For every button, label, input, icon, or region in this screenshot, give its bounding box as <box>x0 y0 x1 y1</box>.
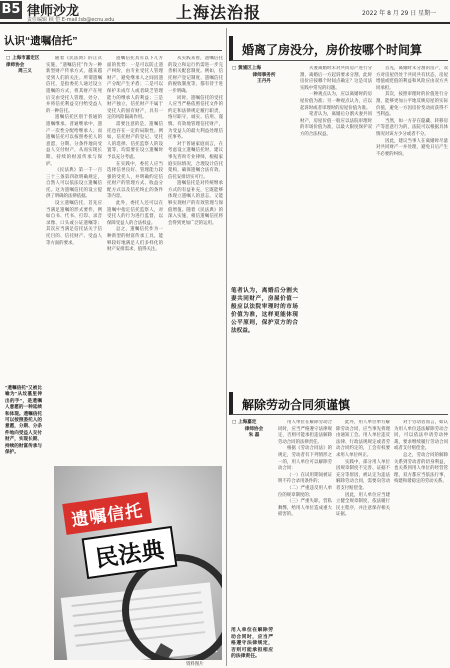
paragraph: 其次，按照审理时的价值进行分割，能够更加公平地反映房屋的实际价值，避免一方因房价变动而获得不当利益。 <box>376 92 448 118</box>
right-top-pull-quote: 笔者认为，离婚后分割夫妻共同财产，房屋价值一般应以法院审理时的市场价值为准，这样更能体现公平原则，保护双方的合法权益。 <box>231 288 298 334</box>
byline-author: 朱 磊 <box>248 433 260 439</box>
byline-org: 律师协会 <box>244 426 264 432</box>
left-article-column-3 <box>168 56 223 460</box>
paragraph: 同时，遗嘱信托的受托人应当严格依照信托文件的约定和法律规定履行职责，恪尽职守，诚实、信用、谨慎、有效地管理信托财产，为受益人的最大利益处理信托事务。 <box>168 95 223 141</box>
paragraph: 根据《劳动合同法》的规定，劳动者有下列情形之一的，用人单位可以解除劳动合同： <box>278 446 332 472</box>
section-title: 律师沙龙 <box>27 4 80 19</box>
paragraph: 《民法典》第一千一百三十三条第四款明确规定，自然人可以依法设立遗嘱信托。这为遗嘱信托的设立提供了明确的法律依据。 <box>46 168 102 200</box>
left-article-column-2 <box>107 56 163 460</box>
photo-credit: 资料图片 <box>186 662 204 667</box>
paragraph: （三）严重失职，营私舞弊，给用人单位造成重大损害的。 <box>278 499 332 518</box>
paragraph: 当然，如一方存在隐藏、转移房产等恶意行为的，法院可以根据具体情况对该方少分或者不分。 <box>376 118 448 137</box>
illustration-photo <box>54 466 222 660</box>
right-bottom-article-title: 解除劳动合同须谨慎 <box>242 398 351 412</box>
paragraph: 从实践来看，遗嘱信托的设立和运行仍需进一步完善相关配套制度。例如，信托财产登记制度、遗嘱信托的税收制度等，都有待于进一步明确。 <box>168 56 223 94</box>
paragraph: 总之，劳动合同的解除关系到劳动者的切身利益，也关系到用人单位的经营管理，双方都应当依法行事，构建和谐稳定的劳动关系。 <box>394 452 448 485</box>
paragraph: 随着《民法典》的正式实施，“遗嘱信托”作为一种新型财产传承方式，越来越受到人们的关注。所谓遗嘱信托，是指委托人通过设立遗嘱的方式，将其财产在死后交由受托人管理、处分，并将信托利益交付给受益人的一种信托。 <box>46 56 102 114</box>
title-rule <box>4 50 222 51</box>
right-bottom-byline <box>232 420 276 440</box>
left-pull-quote: “遗嘱信托”又被比喻为“从坟墓里伸出的手”，是遗嘱人意愿的一种延续和体现。遗嘱信托可以按照委托人的意愿，分期、分条件地向受益人交付财产，实现长期、持续的财富传承与保护。 <box>5 385 42 455</box>
column-divider <box>226 28 227 666</box>
illustration-badge-bottom: 民法典 <box>82 526 178 579</box>
paragraph: 笔者认为，离婚后分割夫妻共同财产，房屋价值一般应以法院审理时的市场价值为准，以最大限度保护双方的合法权益。 <box>300 112 372 137</box>
paragraph: 在实践中，委托人应当选择信誉良好、管理能力较强的受托人，并明确约定信托财产的管理方式、收益分配方式以及信托终止的条件等内容。 <box>107 161 163 200</box>
paragraph: 因此，用人单位应当建立健全规章制度，依法履行民主程序，并注意保存相关证据。 <box>336 492 390 518</box>
newspaper-logo: 上海法治报 <box>176 3 262 22</box>
paragraph: （二）严重违反用人单位的规章制度的； <box>278 485 332 498</box>
right-top-column-1 <box>300 66 372 384</box>
paragraph: 此外，委托人还可以在遗嘱中指定信托监察人，对受托人的行为进行监督，以保障受益人的合法权益。 <box>107 201 163 226</box>
page-number-tab: B5 <box>1 2 21 17</box>
byline-org: □ 黄浦区上海 <box>232 66 261 71</box>
right-bottom-column-3 <box>394 420 448 664</box>
paragraph: 夫妻离婚时未对共同房产进行分割，离婚后一方起诉要求分割，此时房价应按哪个时间点确定？这是司法实践中常见的问题。 <box>300 66 372 91</box>
right-top-byline <box>232 66 296 86</box>
paragraph: 此外，用人单位单方解除劳动合同，应当事先将理由通知工会。用人单位违反法律、行政法规规定或者劳动合同约定的，工会有权要求用人单位纠正。 <box>336 420 390 458</box>
illustration-badge-top: 遗嘱信托 <box>62 492 151 535</box>
paragraph: 遗嘱信托具有以下几方面的优势：一是可以防止遗产纠纷，由专业受托人管理财产，避免继承人之间因遗产分配产生矛盾；二是可以保护未成年人或者缺乏管理能力的继承人的利益；三是财产独立，信托财产不属于受托人的固有财产，具有一定的风险隔离作用。 <box>107 56 163 121</box>
byline-org: □ 上海市嘉定区律师协会 <box>6 56 40 68</box>
paragraph: 对于普通家庭而言，在考虑设立遗嘱信托时，建议事先咨询专业律师，根据家庭实际情况，合理设计信托架构，确保遗嘱合法有效、信托安排切实可行。 <box>168 141 223 180</box>
right-top-article-title: 婚离了房没分，房价按哪个时间算 <box>242 43 423 57</box>
byline-org: 律师事务所 <box>252 72 276 78</box>
paragraph: 因此，建议当事人在离婚时尽量对共同财产一并处理，避免日后产生不必要的纠纷。 <box>376 138 448 157</box>
paragraph: 需要注意的是，遗嘱信托也存在一定的局限性。例如，信托财产的登记、受托人的选择、信托监察人的设置等，均需要在设立遗嘱时予以充分考虑。 <box>107 121 163 160</box>
right-bottom-title-box <box>229 392 448 415</box>
paragraph: 首先，离婚时未分割的房产，双方对房屋仍处于共同共有状态，房屋增值或贬值的利益和风险应由双方共同承担。 <box>376 66 448 91</box>
byline-org: □ 上海嘉定 <box>232 420 257 425</box>
right-top-title-box <box>229 36 448 61</box>
right-top-column-2 <box>376 66 448 384</box>
paragraph: 用人单位在解除劳动合同时，应当严格遵守法律规定，否则可能承担违法解除劳动合同的法律责任。 <box>278 420 332 445</box>
right-bottom-column-2 <box>336 420 390 664</box>
right-bottom-column-1 <box>278 420 332 664</box>
issue-date: 2022 年 8 月 29 日 星期一 <box>362 10 437 17</box>
editor-line: 责任编辑 顾 恺 E-mail:lsb@ecnu.edu <box>27 17 115 23</box>
right-bottom-pull-quote: 用人单位在解除劳动合同时，应当严格遵守法律规定，否则可能承担相应的法律责任。 <box>231 628 273 660</box>
byline-author: 周三义 <box>18 69 32 75</box>
left-article-column-1 <box>46 56 102 460</box>
paragraph: 设立遗嘱信托，首先应当满足遗嘱的形式要件，例如自书、代书、打印、录音录像、口头或公证遗嘱等；其次应当满足信托法关于信托目的、信托财产、受益人等方面的要求。 <box>46 201 102 246</box>
left-article-byline <box>6 56 44 76</box>
paragraph: 遗嘱信托区别于普通的遗嘱继承。普通继承中，遗产一次性分配给继承人；而遗嘱信托可以按照委托人的意愿，分期、分条件地向受益人交付财产，从而实现长期、持续的财富传承与保护。 <box>46 115 102 167</box>
paragraph: 对于劳动者而言，如认为用人单位违法解除劳动合同，可以依法申请劳动仲裁，要求继续履行劳动合同或者支付赔偿金。 <box>394 420 448 452</box>
masthead <box>0 0 450 24</box>
paragraph: 总之，遗嘱信托作为一种新型的财富传承工具，能够较好地满足人们多样化的财产安排需求，值得关注。 <box>107 227 163 253</box>
paragraph: 实践中，部分用人单位因规章制度不完善、证据不充分等原因，被认定为违法解除劳动合同，需要向劳动者支付赔偿金。 <box>336 459 390 491</box>
byline-author: 王丹丹 <box>257 79 271 85</box>
paragraph: （一）在试用期间被证明不符合录用条件的； <box>278 472 332 485</box>
paragraph: 一种观点认为，应以离婚时的房屋价值为准；另一种观点认为，应以起诉时或者审理时的房屋价值为准。 <box>300 92 372 111</box>
paragraph: 遗嘱信托是对传统继承方式的有益补充，它既能够体现立遗嘱人的意志，又能够实现财产的有效管理与保值增值。随着《民法典》的深入实施，相信遗嘱信托将会得到更加广泛的运用。 <box>168 181 223 226</box>
left-article-title: 认识“遗嘱信托” <box>4 35 78 47</box>
